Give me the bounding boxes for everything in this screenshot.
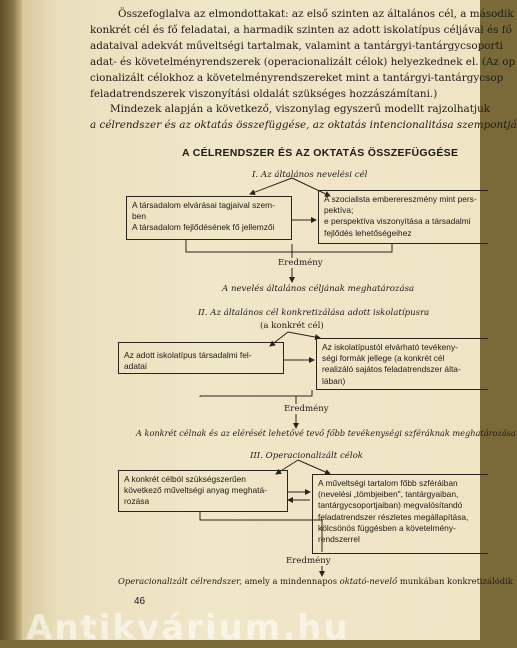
box-line: Az iskolatípustól elvárható tevékeny-: [322, 342, 458, 352]
arrow: [298, 460, 330, 474]
box-line: Az adott iskolatípus társadalmi fel-: [124, 350, 252, 360]
paragraph-line: a célrendszer és az oktatás összefüggése, az oktatás intencionalitása szempontjá: [90, 119, 517, 131]
box-line: adatai: [124, 361, 147, 372]
paragraph-line: Összefoglalva az elmondottakat: az első szinten az általános cél, a második: [118, 8, 514, 20]
box-line: A műveltségi tartalom főbb szféráiban: [318, 478, 458, 488]
outcome-text: munkában konkretizálódik: [397, 576, 513, 586]
box-line: e perspektíva viszonyítása a társadalmi: [324, 216, 471, 227]
box-line: realizáló sajátos feladatrendszer álta-: [322, 364, 461, 375]
box-line: (nevelési „tömbjeiben", tantárgyaiban,: [318, 489, 459, 500]
paragraph-line: adat- és követelményrendszerek (operacionalizált célok) helyezkednek el. (Az op: [90, 56, 516, 68]
box-line: A társadalom fejlődésének fő jellemzői: [132, 222, 275, 233]
box-line: pektíva;: [324, 205, 354, 216]
paragraph-line: feladatrendszerek viszonyítási oldalát szükséges hozzászámítani.): [90, 88, 438, 100]
box-line: tantárgycsoportjaiban) megvalósítandó: [318, 500, 463, 511]
paragraph-line: konkrét cél és fő feladatai, a harmadik szinten az adott iskolatípus céljával és fő: [90, 24, 512, 36]
level2-result-label: Eredmény: [284, 404, 329, 414]
box-line: feladatrendszer részletes megállapítása,: [318, 511, 469, 522]
level2-heading: II. Az általános cél konkretizálása adott iskolatípusra: [198, 308, 430, 318]
arrow: [288, 332, 320, 338]
paragraph-line: Mindezek alapján a következő, viszonylag egyszerű modellt rajzolhatjuk: [110, 103, 491, 115]
box-line: következő műveltségi anyag meghatá-: [124, 485, 267, 496]
watermark: Antikvárium.hu: [26, 608, 350, 648]
arrow: [270, 332, 288, 346]
arrow: [186, 240, 292, 252]
arrow: [292, 178, 330, 196]
box-line: A szocialista emberereszmény mint pers-: [324, 194, 477, 204]
level2-subheading: (a konkrét cél): [260, 321, 324, 331]
arrow: [290, 390, 312, 396]
level1-heading: I. Az általános nevelési cél: [252, 170, 368, 180]
box-line: ségi formák jellege (a konkrét cél: [322, 353, 445, 364]
outcome-italic: oktató-nevelő: [339, 576, 398, 586]
paragraph-line: cionalizált célokhoz a követelményrendszereket mint a tantárgyi-tantárgycsop: [90, 72, 504, 84]
box-line: rozása: [124, 496, 150, 507]
page-number: 46: [134, 596, 146, 607]
box-line: lában): [322, 375, 346, 386]
box-line: fejlődés lehetőségeihez: [324, 227, 412, 238]
level3-heading: III. Operacionalizált célok: [250, 451, 364, 461]
arrow: [292, 244, 392, 252]
box-line: ben: [132, 211, 146, 222]
level1-result-label: Eredmény: [278, 258, 323, 268]
level3-result-label: Eredmény: [286, 556, 331, 566]
box-line: rendszerrel: [318, 534, 360, 545]
arrow: [200, 512, 322, 520]
level1-outcome: A nevelés általános céljának meghatározása: [222, 284, 415, 294]
arrow: [276, 460, 298, 474]
box-line: A társadalom elvárásai tagjaival szem-: [132, 200, 275, 210]
diagram-title: A CÉLRENDSZER ÉS AZ OKTATÁS ÖSSZEFÜGGÉSE: [182, 147, 459, 159]
arrow: [250, 178, 292, 194]
box-line: kölcsönös függésben a követelmény-: [318, 522, 456, 533]
level2-outcome: A konkrét célnak és az elérését lehetővé tevő főbb tevékenységi szféráknak meghatározása: [136, 428, 516, 438]
outcome-italic: Operacionalizált célrendszer,: [118, 576, 242, 586]
paragraph-line: adataival adekvát műveltségi tartalmak, valamint a tantárgyi-tantárgycsoporti: [90, 40, 503, 52]
outcome-text: amely a mindennapos: [241, 576, 340, 586]
box-line: A konkrét célból szükségszerűen: [124, 474, 246, 484]
